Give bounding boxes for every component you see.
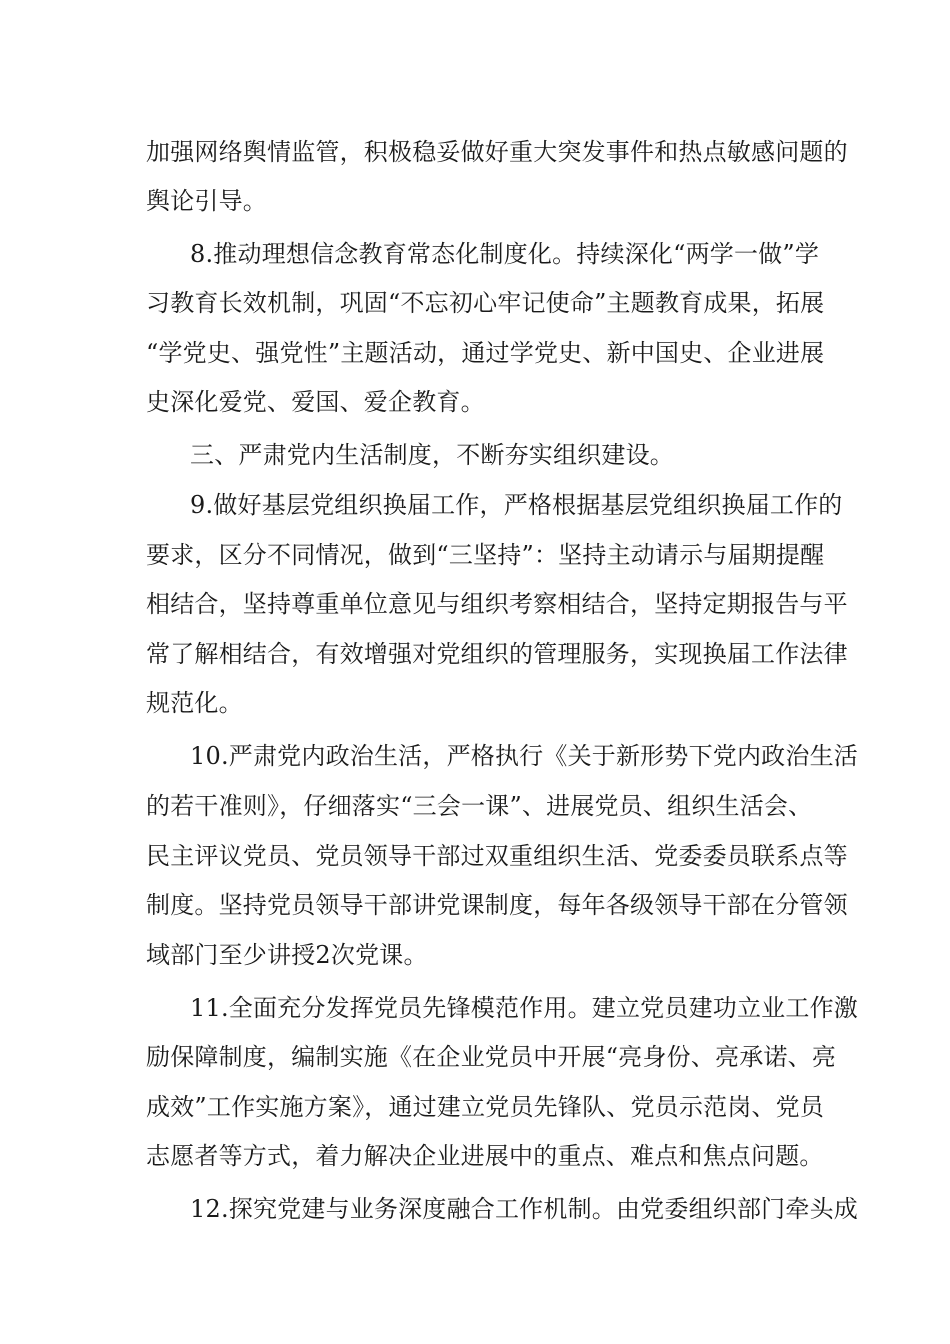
text-line: 加强网络舆情监管，积极稳妥做好重大突发事件和热点敏感问题的 <box>146 138 848 166</box>
text-line: 域部门至少讲授2次党课。 <box>146 941 428 969</box>
text-line: 10.严肃党内政治生活，严格执行《关于新形势下党内政治生活 <box>190 742 858 770</box>
text-line: 励保障制度，编制实施《在企业党员中开展“亮身份、亮承诺、亮 <box>146 1043 837 1071</box>
text-line: 成效”工作实施方案》，通过建立党员先锋队、党员示范岗、党员 <box>146 1093 825 1121</box>
text-line: 史深化爱党、爱国、爱企教育。 <box>146 388 485 416</box>
text-line: 常了解相结合，有效增强对党组织的管理服务，实现换届工作法律 <box>146 640 848 668</box>
text-line: 制度。坚持党员领导干部讲党课制度，每年各级领导干部在分管领 <box>146 891 848 919</box>
text-line: “学党史、强党性”主题活动，通过学党史、新中国史、企业进展 <box>146 339 825 367</box>
text-line: 习教育长效机制，巩固“不忘初心牢记使命”主题教育成果，拓展 <box>146 289 825 317</box>
text-line: 8.推动理想信念教育常态化制度化。持续深化“两学一做”学 <box>190 240 820 268</box>
text-line: 相结合，坚持尊重单位意见与组织考察相结合，坚持定期报告与平 <box>146 590 848 618</box>
text-line: 的若干准则》，仔细落实“三会一课”、进展党员、组织生活会、 <box>146 792 813 820</box>
text-line: 要求，区分不同情况，做到“三坚持”：坚持主动请示与届期提醒 <box>146 541 825 569</box>
text-line: 9.做好基层党组织换届工作，严格根据基层党组织换届工作的 <box>190 491 843 519</box>
text-line: 11.全面充分发挥党员先锋模范作用。建立党员建功立业工作激 <box>190 994 858 1022</box>
text-line: 规范化。 <box>146 689 243 717</box>
text-line: 志愿者等方式，着力解决企业进展中的重点、难点和焦点问题。 <box>146 1142 824 1170</box>
text-line: 民主评议党员、党员领导干部过双重组织生活、党委委员联系点等 <box>146 842 848 870</box>
section-heading: 三、严肃党内生活制度，不断夯实组织建设。 <box>190 441 674 469</box>
text-line: 舆论引导。 <box>146 187 267 215</box>
text-line: 12.探究党建与业务深度融合工作机制。由党委组织部门牵头成 <box>190 1195 858 1223</box>
